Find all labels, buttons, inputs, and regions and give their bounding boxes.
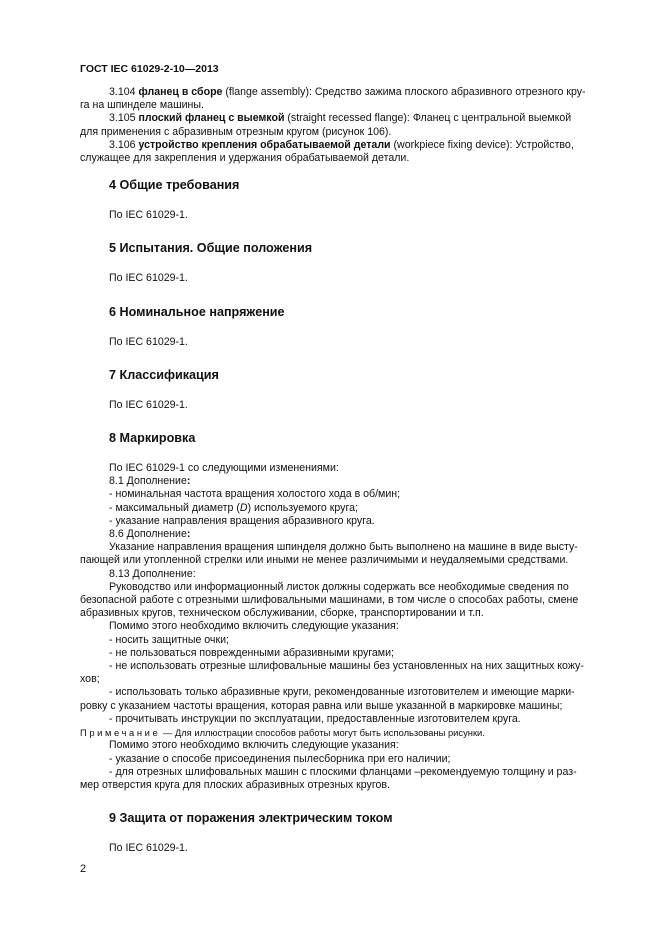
section-5-text: По IEC 61029-1. xyxy=(109,272,188,285)
section-4-text: По IEC 61029-1. xyxy=(109,209,188,222)
definition-3-106: 3.106 устройство крепления обрабатываемой детали (workpiece fixing device): Устройство, xyxy=(109,138,574,151)
addition-8-1: 8.1 Дополнение: xyxy=(109,475,191,488)
list-item: - указание о способе присоединения пылесборника при его наличии; xyxy=(109,752,451,765)
paragraph-line: безопасной работе с отрезными шлифовальными машинами, в том числе о способах работы, смене xyxy=(80,594,579,607)
list-item-cont: хов; xyxy=(80,673,100,686)
list-item: - не использовать отрезные шлифовальные машины без установленных на них защитных кожу- xyxy=(109,660,584,673)
list-item: - прочитывать инструкции по эксплуатации, предоставленные изготовителем круга. xyxy=(109,712,521,725)
list-item: - не пользоваться поврежденными абразивными кругами; xyxy=(109,646,394,659)
section-6-text: По IEC 61029-1. xyxy=(109,335,188,348)
list-item: - указание направления вращения абразивного круга. xyxy=(109,514,375,527)
document-body xyxy=(80,86,590,855)
definition-3-105-cont: для применения с абразивным отрезным кругом (рисунок 106). xyxy=(80,125,392,138)
document-header: ГОСТ IEC 61029-2-10—2013 xyxy=(80,63,219,75)
paragraph-line: Помимо этого необходимо включить следующие указания: xyxy=(109,739,399,752)
addition-8-6: 8.6 Дополнение: xyxy=(109,528,191,541)
section-8-intro: По IEC 61029-1 со следующими изменениями: xyxy=(109,462,339,475)
note: Примечание — Для иллюстрации способов работы могут быть использованы рисунки. xyxy=(80,727,485,739)
section-5-heading: 5 Испытания. Общие положения xyxy=(109,241,313,256)
list-item: - носить защитные очки; xyxy=(109,633,229,646)
definition-3-106-cont: служащее для закрепления и удержания обрабатываемой детали. xyxy=(80,152,410,165)
paragraph-line: Помимо этого необходимо включить следующие указания: xyxy=(109,620,399,633)
note-label: Примечание xyxy=(80,727,161,739)
section-7-text: По IEC 61029-1. xyxy=(109,398,188,411)
addition-8-13: 8.13 Дополнение: xyxy=(109,567,196,580)
paragraph-line: пающей или утопленной стрелки или иными не менее различимыми и неудаляемыми средствами. xyxy=(80,554,569,567)
definition-3-104-cont: га на шпинделе машины. xyxy=(80,99,204,112)
section-7-heading: 7 Классификация xyxy=(109,367,219,382)
paragraph-line: Руководство или информационный листок должны содержать все необходимые сведения по xyxy=(109,580,569,593)
page-number: 2 xyxy=(80,863,87,875)
definition-3-105: 3.105 плоский фланец с выемкой (straight recessed flange): Фланец с центральной выемкой xyxy=(109,112,572,125)
list-item: - номинальная частота вращения холостого хода в об/мин; xyxy=(109,488,401,501)
paragraph-line: абразивных кругов, техническом обслуживании, сборке, транспортировании и т.п. xyxy=(80,607,484,620)
section-8-heading: 8 Маркировка xyxy=(109,431,196,446)
paragraph-line: Указание направления вращения шпинделя должно быть выполнено на машине в виде высту- xyxy=(109,541,578,554)
list-item: - максимальный диаметр (D) используемого круга; xyxy=(109,501,358,514)
section-9-text: По IEC 61029-1. xyxy=(109,842,188,855)
list-item-cont: ровку с указанием частоты вращения, которая равна или выше указанной в маркировке машины; xyxy=(80,699,563,712)
list-item-cont: мер отверстия круга для плоских абразивных отрезных кругов. xyxy=(80,778,390,791)
section-9-heading: 9 Защита от поражения электрическим током xyxy=(109,811,393,826)
section-4-heading: 4 Общие требования xyxy=(109,178,240,193)
section-6-heading: 6 Номинальное напряжение xyxy=(109,304,285,319)
list-item: - использовать только абразивные круги, рекомендованные изготовителем и имеющие марки- xyxy=(109,686,575,699)
list-item: - для отрезных шлифовальных машин с плоскими фланцами –рекомендуемую толщину и раз- xyxy=(109,765,577,778)
definition-3-104: 3.104 фланец в сборе (flange assembly): Средство зажима плоского абразивного отрезного кру- xyxy=(109,86,586,98)
